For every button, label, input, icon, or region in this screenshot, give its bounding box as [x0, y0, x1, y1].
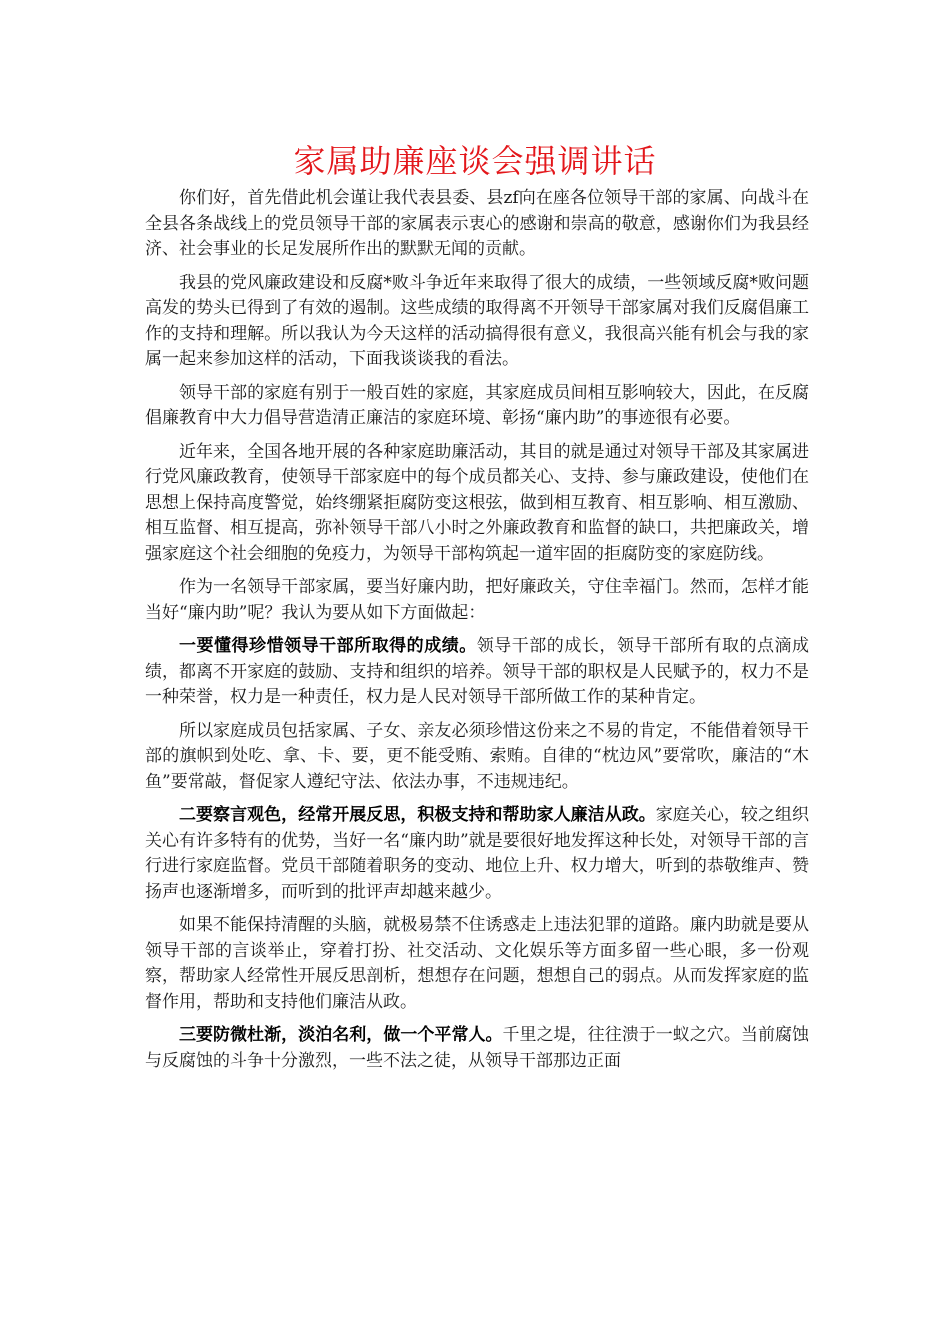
paragraph	[145, 634, 809, 711]
paragraph	[145, 913, 809, 1015]
paragraph-text: 家庭关心，较之组织关心有许多特有的优势，当好一名“廉内助”就是要很好地发挥这种长处，对领导干部的言行进行家庭监督。党员干部随着职务的变动、地位上升、权力增大，听到的恭敬维声、赞扬声也逐渐增多，而听到的批评声却越来越少。	[145, 805, 810, 902]
paragraph-text: 领导干部的家庭有别于一般百姓的家庭，其家庭成员间相互影响较大，因此，在反腐倡廉教育中大力倡导营造清正廉洁的家庭环境、彰扬“廉内助”的事迹很有必要。	[145, 382, 809, 428]
document-title: 家属助廉座谈会强调讲话	[293, 142, 657, 180]
paragraph-text: 所以家庭成员包括家属、子女、亲友必须珍惜这份来之不易的肯定，不能借着领导干部的旗帜到处吃、拿、卡、要，更不能受贿、索贿。自律的“枕边风”要常吹，廉洁的“木鱼”要常敲，督促家人遵纪守法、依法办事，不违规违纪。	[145, 720, 809, 792]
paragraph-text: 近年来，全国各地开展的各种家庭助廉活动，其目的就是通过对领导干部及其家属进行党风廉政教育，使领导干部家庭中的每个成员都关心、支持、参与廉政建设，使他们在思想上保持高度警觉，始终绷紧拒腐防变这根弦，做到相互教育、相互影响、相互激励、相互监督、相互提高，弥补领导干部八小时之外廉政教育和监督的缺口，共把廉政关，增强家庭这个社会细胞的免疫力，为领导干部构筑起一道牢固的拒腐防变的家庭防线。	[145, 441, 809, 564]
paragraph	[145, 440, 809, 568]
paragraph	[145, 1023, 809, 1074]
paragraph-text: 你们好，首先借此机会谨让我代表县委、县zf向在座各位领导干部的家属、向战斗在全县各条战线上的党员领导干部的家属表示衷心的感谢和崇高的敬意，感谢你们为我县经济、社会事业的长足发展所作出的默默无闻的贡献。	[145, 188, 809, 259]
document-body	[145, 186, 809, 1082]
paragraph-lead: 一要懂得珍惜领导干部所取得的成绩。	[179, 636, 477, 656]
paragraph	[145, 719, 809, 796]
paragraph	[145, 186, 809, 263]
paragraph	[145, 271, 809, 373]
paragraph-lead: 三要防微杜渐，淡泊名利，做一个平常人。	[179, 1025, 503, 1045]
paragraph	[145, 381, 809, 432]
paragraph-lead: 二要察言观色，经常开展反思，积极支持和帮助家人廉洁从政。	[179, 805, 656, 825]
paragraph-text: 如果不能保持清醒的头脑，就极易禁不住诱惑走上违法犯罪的道路。廉内助就是要从领导干部的言谈举止，穿着打扮、社交活动、文化娱乐等方面多留一些心眼，多一份观察，帮助家人经常性开展反思剖析，想想存在问题，想想自己的弱点。从而发挥家庭的监督作用，帮助和支持他们廉洁从政。	[145, 915, 809, 1012]
paragraph-text: 我县的党风廉政建设和反腐*败斗争近年来取得了很大的成绩，一些领域反腐*败问题高发的势头已得到了有效的遏制。这些成绩的取得离不开领导干部家属对我们反腐倡廉工作的支持和理解。所以我认为今天这样的活动搞得很有意义，我很高兴能有机会与我的家属一起来参加这样的活动，下面我谈谈我的看法。	[145, 272, 809, 369]
paragraph-text: 作为一名领导干部家属，要当好廉内助，把好廉政关，守住幸福门。然而，怎样才能当好“廉内助”呢？我认为要从如下方面做起：	[145, 577, 809, 623]
paragraph	[145, 575, 809, 626]
paragraph-text: 领导干部的成长，领导干部所有取的点滴成绩，都离不开家庭的鼓励、支持和组织的培养。领导干部的职权是人民赋予的，权力不是一种荣誉，权力是一种责任，权力是人民对领导干部所做工作的某种肯定。	[145, 636, 810, 707]
paragraph-text: 千里之堤，往往溃于一蚁之穴。当前腐蚀与反腐蚀的斗争十分激烈，一些不法之徒，从领导干部那边正面	[145, 1025, 810, 1071]
paragraph	[145, 803, 809, 905]
